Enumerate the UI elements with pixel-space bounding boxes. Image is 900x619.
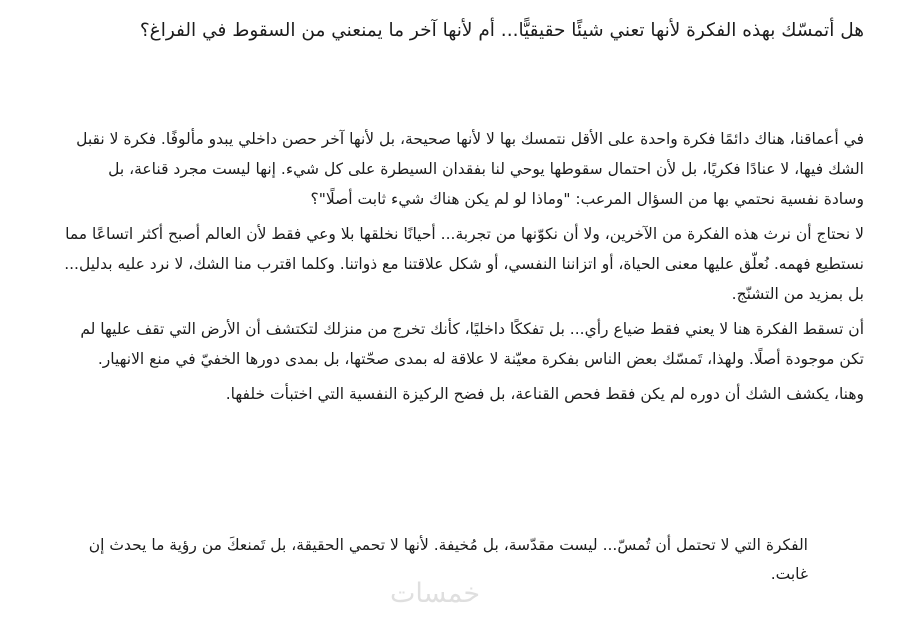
document-body [64,124,864,414]
document-heading: هل أتمسّك بهذه الفكرة لأنها تعني شيئًا حقيقيًّا... أم لأنها آخر ما يمنعني من السقوط في الفراغ؟ [139,20,864,41]
watermark-logo: خمسات [390,578,481,609]
paragraph-2: لا نحتاج أن نرث هذه الفكرة من الآخرين، ولا أن نكوّنها من تجربة... أحيانًا نخلقها بلا وعي فقط لأن العالم أصبح أكثر اتساعًا مما نستطيع فهمه. نُعلّق عليها معنى الحياة، أو اتزاننا النفسي، أو شكل علاقتنا مع ذواتنا. وكلما اقترب منا الشك، لا نرد عليه بدليل... بل بمزيد من التشنّج. [64,225,864,303]
closing-quote: الفكرة التي لا تحتمل أن تُمسّ... ليست مقدّسة، بل مُخيفة. لأنها لا تحمي الحقيقة، بل تَمنعكَ من رؤية ما يحدث إن غابت. [88,536,808,583]
paragraph-1: في أعماقنا، هناك دائمًا فكرة واحدة على الأقل نتمسك بها لا لأنها صحيحة، بل لأنها آخر حصن داخلي يبدو مألوفًا. فكرة لا نقبل الشك فيها، لا عنادًا فكريًا، بل لأن احتمال سقوطها يوحي لنا بفقدان السيطرة على كل شيء. إنها ليست مجرد قناعة، بل وسادة نفسية نحتمي بها من السؤال المرعب: "وماذا لو لم يكن هناك شيء ثابت أصلًا"؟ [76,130,864,208]
paragraph-3: أن تسقط الفكرة هنا لا يعني فقط ضياع رأي... بل تفككًا داخليًا، كأنك تخرج من منزلك لتكتشف أن الأرض التي تقف عليها لم تكن موجودة أصلًا. ولهذا، تَمسّك بعض الناس بفكرة معيّنة لا علاقة له بمدى صحّتها، بل بمدى دورها الخفيّ في منع الانهيار. [80,320,864,368]
paragraph-4: وهنا، يكشف الشك أن دوره لم يكن فقط فحص القناعة، بل فضح الركيزة النفسية التي اختبأت خلفها. [225,385,864,403]
